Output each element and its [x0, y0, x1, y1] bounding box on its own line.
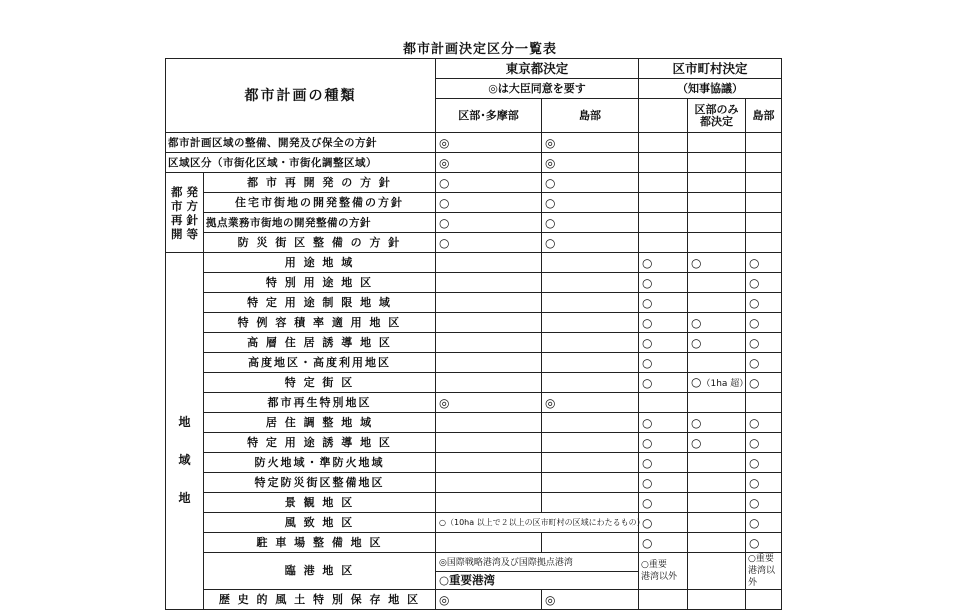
mark-municipal: ○ [639, 273, 688, 293]
mark-tama [436, 373, 542, 393]
mark-island2 [746, 153, 782, 173]
mark-municipal [639, 133, 688, 153]
mark-tama: ○ [436, 193, 542, 213]
mark-island2: ○ [746, 373, 782, 393]
mark-ku-only-symbol: ○ [691, 335, 702, 350]
mark-ku-only [688, 473, 746, 493]
table-row [166, 433, 782, 453]
page-title: 都市計画決定区分一覧表 [402, 42, 557, 57]
mark-municipal: ○ [639, 353, 688, 373]
mark-tama [436, 453, 542, 473]
mark-ku-only [688, 453, 746, 473]
row-name: 用 途 地 域 [204, 253, 436, 273]
row-name: 防火地域・準防火地域 [204, 453, 436, 473]
row-name: 臨 港 地 区 [204, 553, 436, 590]
header-col-municipal-empty [639, 99, 688, 133]
table-row [166, 473, 782, 493]
mark-municipal: ○ [639, 453, 688, 473]
port-m1-line2: 港湾以外 [641, 572, 678, 582]
mark-ku-only [688, 533, 746, 553]
mark-tama-note: ○（10ha 以上で２以上の区市町村の区域にわたるもの） [436, 513, 639, 533]
mark-municipal: ○ [639, 413, 688, 433]
mark-ku-only-symbol: ○ [691, 374, 702, 389]
mark-tama [436, 313, 542, 333]
mark-island [542, 433, 639, 453]
mark-island [542, 253, 639, 273]
port-line-strategic: ◎国際戦略港湾及び国際拠点港湾 [436, 555, 638, 572]
mark-ku-only [688, 413, 746, 433]
mark-island [542, 453, 639, 473]
mark-tama: ◎ [436, 153, 542, 173]
table-row-cut [166, 590, 782, 610]
table-row [166, 153, 782, 173]
header-municipal: 区市町村決定 [639, 59, 782, 79]
mark-municipal [639, 393, 688, 413]
table-row [166, 493, 782, 513]
row-name: 景 観 地 区 [204, 493, 436, 513]
mark-island2: ○ [746, 533, 782, 553]
mark-ku-only [688, 553, 746, 590]
header-municipal-note: （知事協議） [639, 79, 782, 99]
port-m3-line1: ○重要 [748, 554, 774, 564]
mark-ku-only [688, 293, 746, 313]
port-m3-line2: 港湾以外 [748, 566, 776, 588]
mark-ku-only [688, 273, 746, 293]
mark-island2: ○ [746, 513, 782, 533]
mark-island: ◎ [542, 590, 639, 610]
mark-municipal: ○ [639, 433, 688, 453]
row-name: 高度地区・高度利用地区 [204, 353, 436, 373]
mark-ku-only-symbol: ○ [691, 255, 702, 270]
mark-municipal: ○ [639, 373, 688, 393]
mark-tama [436, 433, 542, 453]
mark-ku-only [688, 373, 749, 393]
row-name: 特 定 街 区 [204, 373, 436, 393]
row-name: 都市再生特別地区 [204, 393, 436, 413]
row-name: 特 別 用 途 地 区 [204, 273, 436, 293]
table-row [166, 533, 782, 553]
mark-island [542, 313, 639, 333]
mark-island2 [746, 233, 782, 253]
decision-table-sheet [165, 58, 781, 607]
table-row [166, 313, 782, 333]
mark-ku-only [688, 193, 746, 213]
mark-ku-only [688, 353, 746, 373]
mark-tama [436, 293, 542, 313]
mark-municipal [639, 153, 688, 173]
mark-tama [436, 253, 542, 273]
mark-island2: ○ [746, 313, 782, 333]
mark-ku-only [688, 590, 746, 610]
mark-island2: ○ [746, 293, 782, 313]
header-col-ku-only-line2: 都決定 [700, 114, 734, 128]
mark-tama [436, 333, 542, 353]
mark-ku-only [688, 493, 746, 513]
mark-island2 [746, 213, 782, 233]
mark-island [542, 473, 639, 493]
group-label-line: 再 針 [170, 212, 198, 227]
mark-municipal [639, 173, 688, 193]
mark-island2 [746, 590, 782, 610]
mark-ku-only [688, 213, 746, 233]
row-name: 居 住 調 整 地 域 [204, 413, 436, 433]
mark-island [542, 493, 639, 513]
mark-tama [436, 533, 542, 553]
table-row [166, 353, 782, 373]
mark-ku-only [688, 513, 746, 533]
decision-table [165, 58, 782, 610]
header-col-island: 島部 [542, 99, 639, 133]
row-name: 特 定 用 途 誘 導 地 区 [204, 433, 436, 453]
row-name: 拠点業務市街地の開発整備の方針 [204, 213, 436, 233]
group-label-line: 都 発 [170, 184, 198, 199]
table-row [166, 453, 782, 473]
mark-island [542, 533, 639, 553]
table-row [166, 393, 782, 413]
mark-ku-only [688, 233, 746, 253]
header-tokyo-note: ◎は大臣同意を要す [436, 79, 639, 99]
header-col-island2: 島部 [746, 99, 782, 133]
mark-island2: ○ [746, 253, 782, 273]
table-row [166, 133, 782, 153]
port-m1-line1: ○重要 [641, 560, 667, 570]
row-name: 特 定 用 途 制 限 地 域 [204, 293, 436, 313]
mark-island [542, 273, 639, 293]
mark-municipal: ○ [639, 493, 688, 513]
header-tokyo: 東京都決定 [436, 59, 639, 79]
mark-tama: ○ [436, 213, 542, 233]
mark-island2: ○ [746, 453, 782, 473]
mark-tama: ◎ [436, 393, 542, 413]
mark-tama: ◎ [436, 590, 542, 610]
mark-municipal: ○ [639, 333, 688, 353]
mark-island: ◎ [542, 153, 639, 173]
group-label-line: 開 等 [170, 226, 198, 241]
mark-ku-only [688, 153, 746, 173]
mark-island2 [746, 193, 782, 213]
mark-ku-only [688, 393, 746, 413]
table-row [166, 193, 782, 213]
mark-tama: ○ [436, 173, 542, 193]
table-row [166, 293, 782, 313]
mark-ku-only [688, 333, 746, 353]
mark-island: ◎ [542, 393, 639, 413]
table-row [166, 253, 782, 273]
table-row [166, 213, 782, 233]
mark-ku-only [688, 433, 746, 453]
mark-tama: ○ [436, 233, 542, 253]
table-row [166, 513, 782, 533]
mark-municipal: ○ [639, 313, 688, 333]
mark-island2: ○ [746, 473, 782, 493]
mark-island2 [746, 133, 782, 153]
table-row [166, 173, 782, 193]
mark-island: ○ [542, 213, 639, 233]
table-row [166, 233, 782, 253]
row-name: 特定防災街区整備地区 [204, 473, 436, 493]
row-name: 都市計画区域の整備、開発及び保全の方針 [166, 133, 436, 153]
port-line-important: ○重要港湾 [439, 572, 496, 587]
mark-island2 [746, 173, 782, 193]
table-row [166, 373, 782, 393]
mark-municipal [639, 193, 688, 213]
mark-ku-only [688, 313, 746, 333]
header-col-tama: 区部･多摩部 [436, 99, 542, 133]
header-col-ku-only-line1: 区部のみ [694, 102, 739, 116]
row-name: 風 致 地 区 [204, 513, 436, 533]
mark-tama: ◎ [436, 133, 542, 153]
header-col-ku-only [688, 99, 746, 133]
mark-municipal [639, 233, 688, 253]
mark-tama [436, 273, 542, 293]
mark-municipal: ○ [639, 513, 688, 533]
row-name: 住宅市街地の開発整備の方針 [204, 193, 436, 213]
mark-ku-only [688, 253, 746, 273]
mark-municipal-port [639, 553, 688, 590]
mark-island [542, 353, 639, 373]
mark-island2: ○ [746, 333, 782, 353]
mark-island [542, 373, 639, 393]
mark-municipal [639, 213, 688, 233]
mark-municipal [639, 590, 688, 610]
mark-tama [436, 493, 542, 513]
mark-island2: ○ [746, 353, 782, 373]
row-name: 高 層 住 居 誘 導 地 区 [204, 333, 436, 353]
group-label-char: 地 [178, 415, 191, 429]
row-name: 防 災 街 区 整 備 の 方 針 [204, 233, 436, 253]
mark-island [542, 413, 639, 433]
mark-island [542, 333, 639, 353]
row-name: 区域区分（市街化区域・市街化調整区域） [166, 153, 436, 173]
table-row [166, 273, 782, 293]
mark-tama [436, 473, 542, 493]
mark-ku-only [688, 173, 746, 193]
table-row [166, 333, 782, 353]
group-label-district [166, 253, 204, 610]
group-label-char: 地 [178, 491, 191, 505]
mark-island2 [746, 393, 782, 413]
mark-municipal: ○ [639, 293, 688, 313]
group-label-redevelopment [166, 173, 204, 253]
mark-island [542, 293, 639, 313]
mark-municipal: ○ [639, 473, 688, 493]
row-name: 特 例 容 積 率 適 用 地 区 [204, 313, 436, 333]
mark-municipal: ○ [639, 253, 688, 273]
mark-island2-port [746, 553, 782, 590]
mark-island2: ○ [746, 433, 782, 453]
mark-island: ○ [542, 173, 639, 193]
group-label-char: 域 [178, 453, 191, 467]
mark-island2: ○ [746, 493, 782, 513]
table-body [166, 59, 782, 610]
mark-ku-only-symbol: ○ [691, 435, 702, 450]
mark-island2: ○ [746, 273, 782, 293]
mark-ku-only-symbol: ○ [691, 315, 702, 330]
mark-ku-only [688, 133, 746, 153]
mark-tama-port [436, 553, 639, 590]
mark-ku-only-note: （1ha 超） [701, 378, 749, 389]
table-row-port [166, 553, 782, 590]
group-label-line: 市 方 [170, 198, 198, 213]
mark-island: ○ [542, 233, 639, 253]
mark-island: ○ [542, 193, 639, 213]
row-name: 駐 車 場 整 備 地 区 [204, 533, 436, 553]
mark-island: ◎ [542, 133, 639, 153]
header-kind: 都市計画の種類 [166, 59, 436, 133]
mark-island2: ○ [746, 413, 782, 433]
mark-tama [436, 353, 542, 373]
mark-municipal: ○ [639, 533, 688, 553]
mark-ku-only-symbol: ○ [691, 415, 702, 430]
mark-tama [436, 413, 542, 433]
table-row [166, 413, 782, 433]
row-name: 都 市 再 開 発 の 方 針 [204, 173, 436, 193]
row-name: 歴 史 的 風 土 特 別 保 存 地 区 [204, 590, 436, 610]
